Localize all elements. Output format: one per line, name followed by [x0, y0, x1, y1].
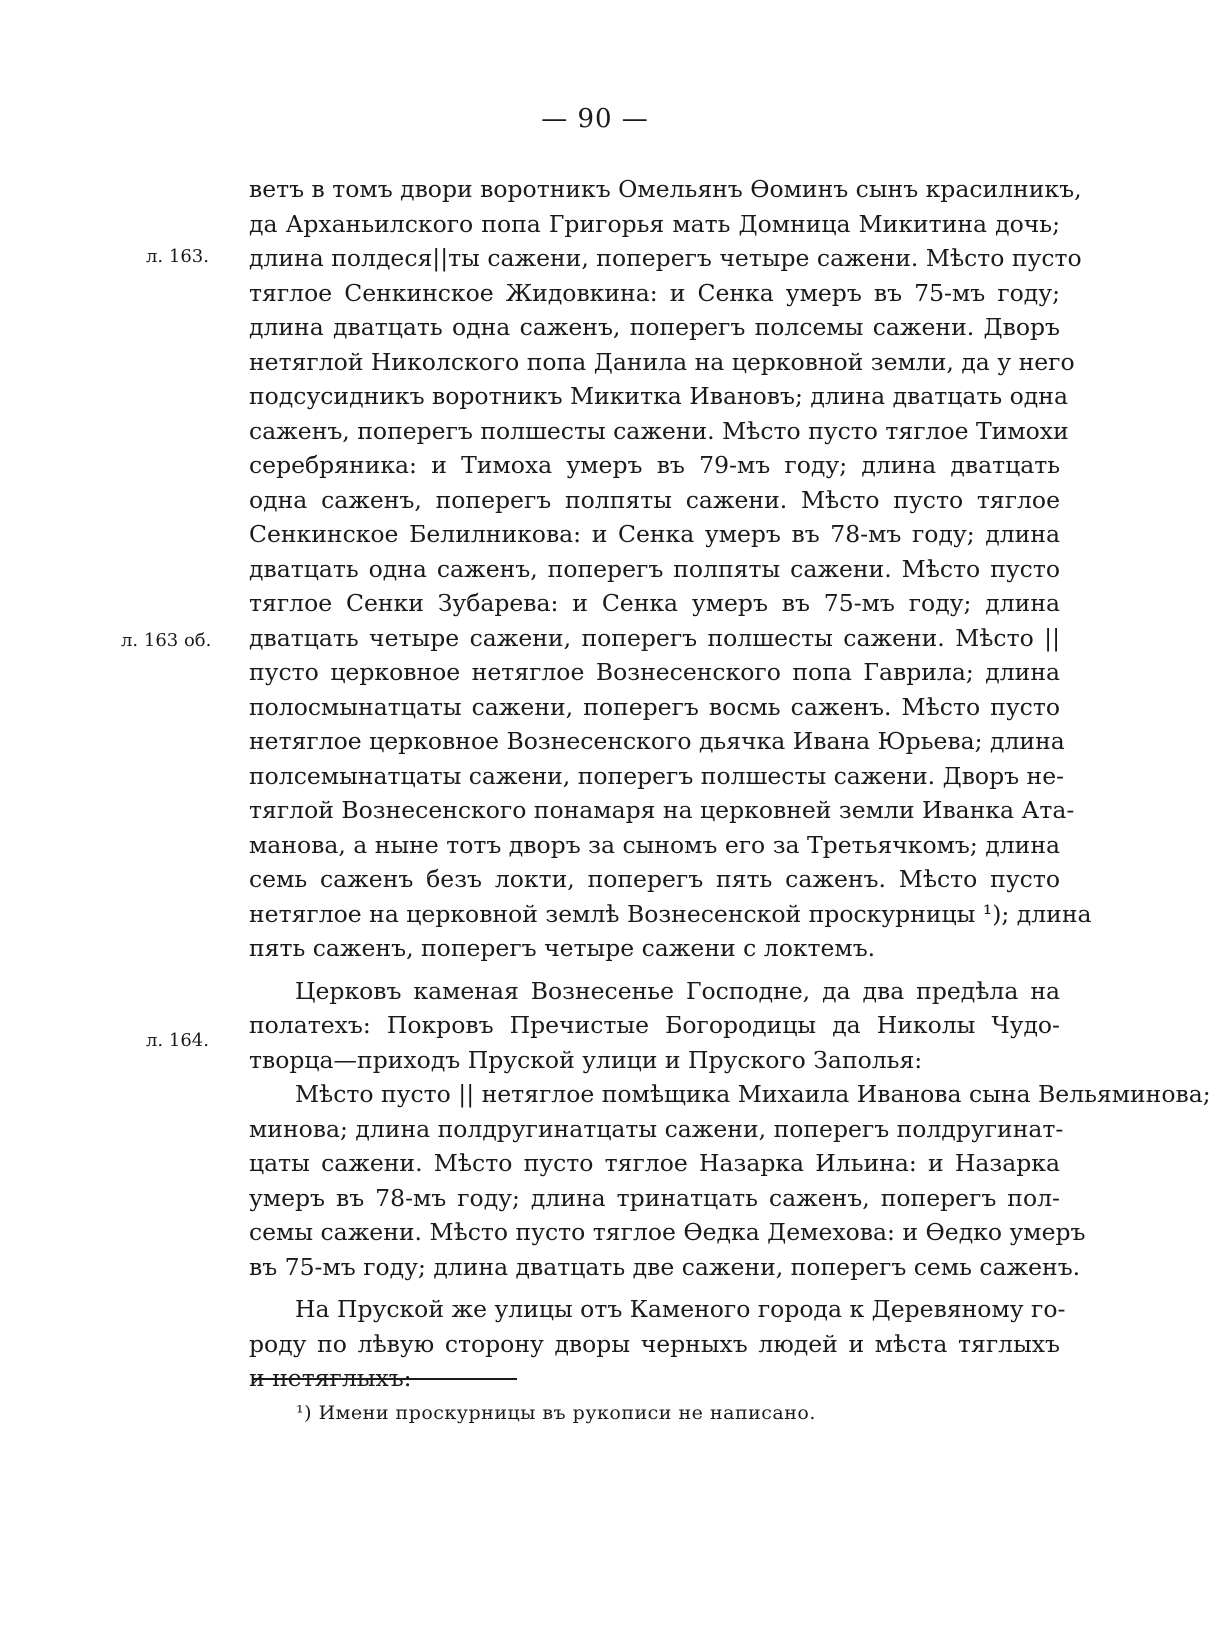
text-line: пусто церковное нетяглое Вознесенского попа Гаврила; длина — [249, 658, 1060, 686]
margin-note-leaf-163-verso: л. 163 об. — [121, 630, 212, 651]
footnote: ¹) Имени проскурницы въ рукописи не написано. — [296, 1402, 816, 1424]
text-line: длина дватцать одна саженъ, поперегъ полсемы сажени. Дворъ — [249, 313, 1060, 341]
text-line: полатехъ: Покровъ Пречистые Богородицы да Николы Чудо- — [249, 1011, 1060, 1039]
text-line: дватцать одна саженъ, поперегъ полпяты сажени. Мѣсто пусто — [249, 554, 1060, 583]
page-number: — 90 — — [541, 104, 649, 134]
margin-note-leaf-164: л. 164. — [146, 1030, 209, 1051]
margin-note-leaf-163: л. 163. — [146, 246, 209, 267]
text-line: да Арханьилского попа Григорья мать Домница Микитина дочь; — [249, 209, 1060, 238]
main-text — [249, 172, 1211, 1396]
footnote-divider — [252, 1378, 517, 1380]
text-line: ветъ в томъ двори воротникъ Омельянъ Ѳоминъ сынъ красилникъ, — [249, 175, 1082, 203]
text-line: манова, а ныне тотъ дворъ за сыномъ его за Третьячкомъ; длина — [249, 830, 1060, 859]
text-line: полосмынатцаты сажени, поперегъ восмь саженъ. Мѣсто пусто — [249, 692, 1060, 721]
text-line: цаты сажени. Мѣсто пусто тяглое Назарка Ильина: и Назарка — [249, 1149, 1060, 1177]
text-line: роду по лѣвую сторону дворы черныхъ людей и мѣста тяглыхъ — [249, 1329, 1060, 1358]
text-line: серебряника: и Тимоха умеръ въ 79-мъ году; длина дватцать — [249, 451, 1060, 479]
text-line: тяглое Сенки Зубарева: и Сенка умеръ въ 75-мъ году; длина — [249, 589, 1060, 617]
text-line: полсемынатцаты сажени, поперегъ полшесты сажени. Дворъ не- — [249, 761, 1065, 790]
text-line: длина полдеся||ты сажени, поперегъ четыре сажени. Мѣсто пусто — [249, 244, 1082, 272]
text-line: творца—приходъ Пруской улици и Пруского Заполья: — [249, 1045, 923, 1074]
text-line: пять саженъ, поперегъ четыре сажени с локтемъ. — [249, 934, 876, 962]
text-line: саженъ, поперегъ полшесты сажени. Мѣсто пусто тяглое Тимохи — [249, 416, 1069, 445]
text-line: нетяглое на церковной землѣ Вознесенской проскурницы ¹); длина — [249, 899, 1092, 928]
text-line: нетяглое церковное Вознесенского дьячка Ивана Юрьева; длина — [249, 727, 1065, 755]
text-line: нетяглой Николского попа Данила на церковной земли, да у него — [249, 347, 1075, 376]
text-line: тяглое Сенкинское Жидовкина: и Сенка умеръ въ 75-мъ году; — [249, 278, 1060, 307]
text-line: семы сажени. Мѣсто пусто тяглое Ѳедка Демехова: и Ѳедко умеръ — [249, 1218, 1086, 1246]
text-line: и нетяглыхъ: — [249, 1364, 412, 1392]
text-line: семь саженъ безъ локти, поперегъ пять саженъ. Мѣсто пусто — [249, 865, 1060, 893]
text-line: одна саженъ, поперегъ полпяты сажени. Мѣсто пусто тяглое — [249, 485, 1060, 514]
text-line: Мѣсто пусто || нетяглое помѣщика Михаила Иванова сына Вельяминова; — [295, 1080, 1211, 1108]
text-line: На Пруской же улицы отъ Каменого города к Деревяному го- — [295, 1295, 1066, 1323]
text-line: въ 75-мъ году; длина дватцать две сажени, поперегъ семь саженъ. — [249, 1252, 1081, 1281]
text-line: Сенкинское Белилникова: и Сенка умеръ въ 78-мъ году; длина — [249, 520, 1060, 548]
text-line: тяглой Вознесенского понамаря на церковней земли Иванка Ата- — [249, 796, 1075, 824]
text-line: дватцать четыре сажени, поперегъ полшесты сажени. Мѣсто || — [249, 623, 1060, 652]
text-line: подсусидникъ воротникъ Микитка Ивановъ; длина дватцать одна — [249, 382, 1068, 410]
text-line: умеръ въ 78-мъ году; длина тринатцать саженъ, поперегъ пол- — [249, 1183, 1060, 1212]
text-line: минова; длина полдругинатцаты сажени, поперегъ полдругинат- — [249, 1114, 1064, 1143]
text-line: Церковъ каменая Вознесенье Господне, да два предѣла на — [295, 976, 1060, 1005]
